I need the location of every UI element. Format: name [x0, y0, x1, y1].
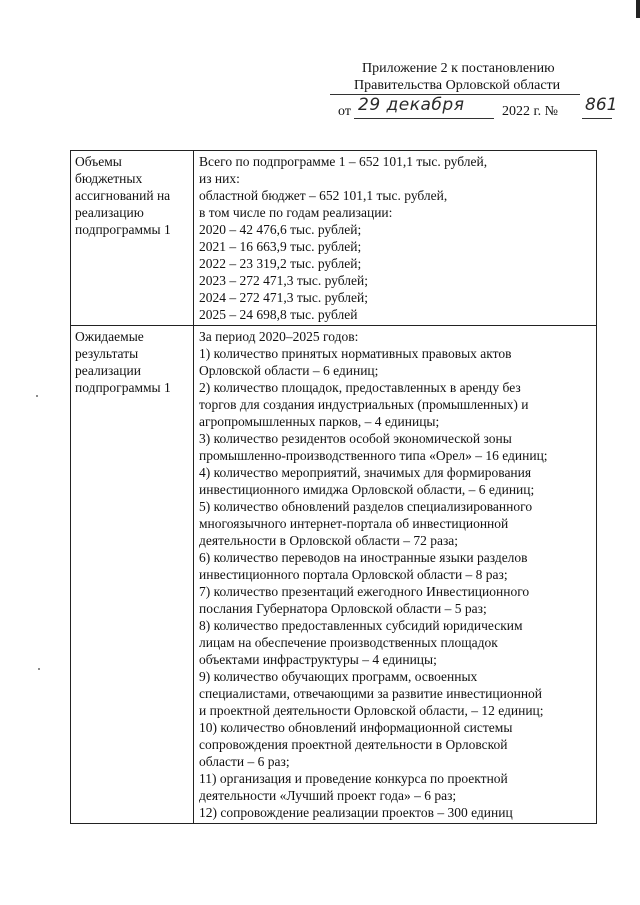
content-line: 2) количество площадок, предоставленных в аренду без	[199, 380, 521, 395]
number-underline	[582, 118, 612, 119]
document-header	[330, 60, 620, 121]
content-line: областной бюджет – 652 101,1 тыс. рублей,	[199, 188, 448, 203]
content-line: 2025 – 24 698,8 тыс. рублей	[199, 307, 358, 322]
content-line: 8) количество предоставленных субсидий юридическим	[199, 618, 523, 633]
header-government-line: Правительства Орловской области	[330, 77, 580, 95]
content-line: 4) количество мероприятий, значимых для формирования	[199, 465, 532, 480]
content-line: 6) количество переводов на иностранные языки разделов	[199, 550, 528, 565]
content-line: 2022 – 23 319,2 тыс. рублей;	[199, 256, 362, 271]
budget-content-cell	[194, 151, 597, 326]
content-line: и проектной деятельности Орловской области, – 12 единиц;	[199, 703, 544, 718]
content-line: инвестиционного портала Орловской области – 8 раз;	[199, 567, 508, 582]
label-line: подпрограммы 1	[75, 380, 171, 395]
handwritten-date: 29 декабря	[358, 95, 465, 115]
label-line: Ожидаемые	[75, 329, 144, 344]
content-line: многоязычного интернет-портала об инвестиционной	[199, 516, 509, 531]
content-line: специалистами, отвечающими за развитие инвестиционной	[199, 686, 543, 701]
results-label-cell	[71, 326, 194, 824]
label-line: ассигнований на	[75, 188, 171, 203]
content-line: промышленно-производственного типа «Орел» – 16 единиц;	[199, 448, 548, 463]
content-line: в том числе по годам реализации:	[199, 205, 393, 220]
page-edge-mark	[636, 0, 640, 18]
label-line: реализацию	[75, 205, 144, 220]
content-line: 2021 – 16 663,9 тыс. рублей;	[199, 239, 362, 254]
table-row-budget	[71, 151, 597, 326]
content-line: 9) количество обучающих программ, освоенных	[199, 669, 478, 684]
label-line: Объемы	[75, 154, 122, 169]
handwritten-number: 861	[585, 95, 618, 115]
content-line: 3) количество резидентов особой экономической зоны	[199, 431, 512, 446]
margin-speck	[38, 668, 40, 670]
header-date-number-line	[330, 97, 620, 121]
label-line: подпрограммы 1	[75, 222, 171, 237]
content-line: 12) сопровождение реализации проектов – 300 единиц	[199, 805, 513, 820]
content-line: сопровождения проектной деятельности в Орловской	[199, 737, 508, 752]
label-line: реализации	[75, 363, 141, 378]
content-line: послания Губернатора Орловской области – 5 раз;	[199, 601, 487, 616]
content-line: деятельности в Орловской области – 72 раза;	[199, 533, 459, 548]
content-line: инвестиционного имиджа Орловской области, – 6 единиц;	[199, 482, 535, 497]
content-line: За период 2020–2025 годов:	[199, 329, 359, 344]
content-line: области – 6 раз;	[199, 754, 290, 769]
content-line: из них:	[199, 171, 240, 186]
content-line: 2023 – 272 471,3 тыс. рублей;	[199, 273, 368, 288]
label-line: бюджетных	[75, 171, 143, 186]
content-line: торгов для создания индустриальных (промышленных) и	[199, 397, 529, 412]
content-line: объектами инфраструктуры – 4 единицы;	[199, 652, 437, 667]
content-line: агропромышленных парков, – 4 единицы;	[199, 414, 440, 429]
content-line: 7) количество презентаций ежегодного Инвестиционного	[199, 584, 530, 599]
content-line: Всего по подпрограмме 1 – 652 101,1 тыс. рублей,	[199, 154, 488, 169]
subprogram-table	[70, 150, 597, 824]
label-line: результаты	[75, 346, 139, 361]
budget-label-cell	[71, 151, 194, 326]
date-underline	[354, 118, 494, 119]
content-line: 5) количество обновлений разделов специализированного	[199, 499, 533, 514]
header-ot: от	[338, 104, 351, 119]
content-line: 1) количество принятых нормативных правовых актов	[199, 346, 512, 361]
content-line: 2024 – 272 471,3 тыс. рублей;	[199, 290, 368, 305]
content-line: лицам на обеспечение производственных площадок	[199, 635, 498, 650]
content-line: деятельности «Лучший проект года» – 6 раз;	[199, 788, 457, 803]
content-line: 10) количество обновлений информационной системы	[199, 720, 513, 735]
content-line: 11) организация и проведение конкурса по проектной	[199, 771, 508, 786]
table-row-results	[71, 326, 597, 824]
header-appendix-line: Приложение 2 к постановлению	[362, 61, 555, 76]
content-line: Орловской области – 6 единиц;	[199, 363, 379, 378]
results-content-cell	[194, 326, 597, 824]
header-year-number-label: 2022 г. №	[502, 104, 559, 119]
margin-speck	[36, 395, 38, 397]
content-line: 2020 – 42 476,6 тыс. рублей;	[199, 222, 362, 237]
